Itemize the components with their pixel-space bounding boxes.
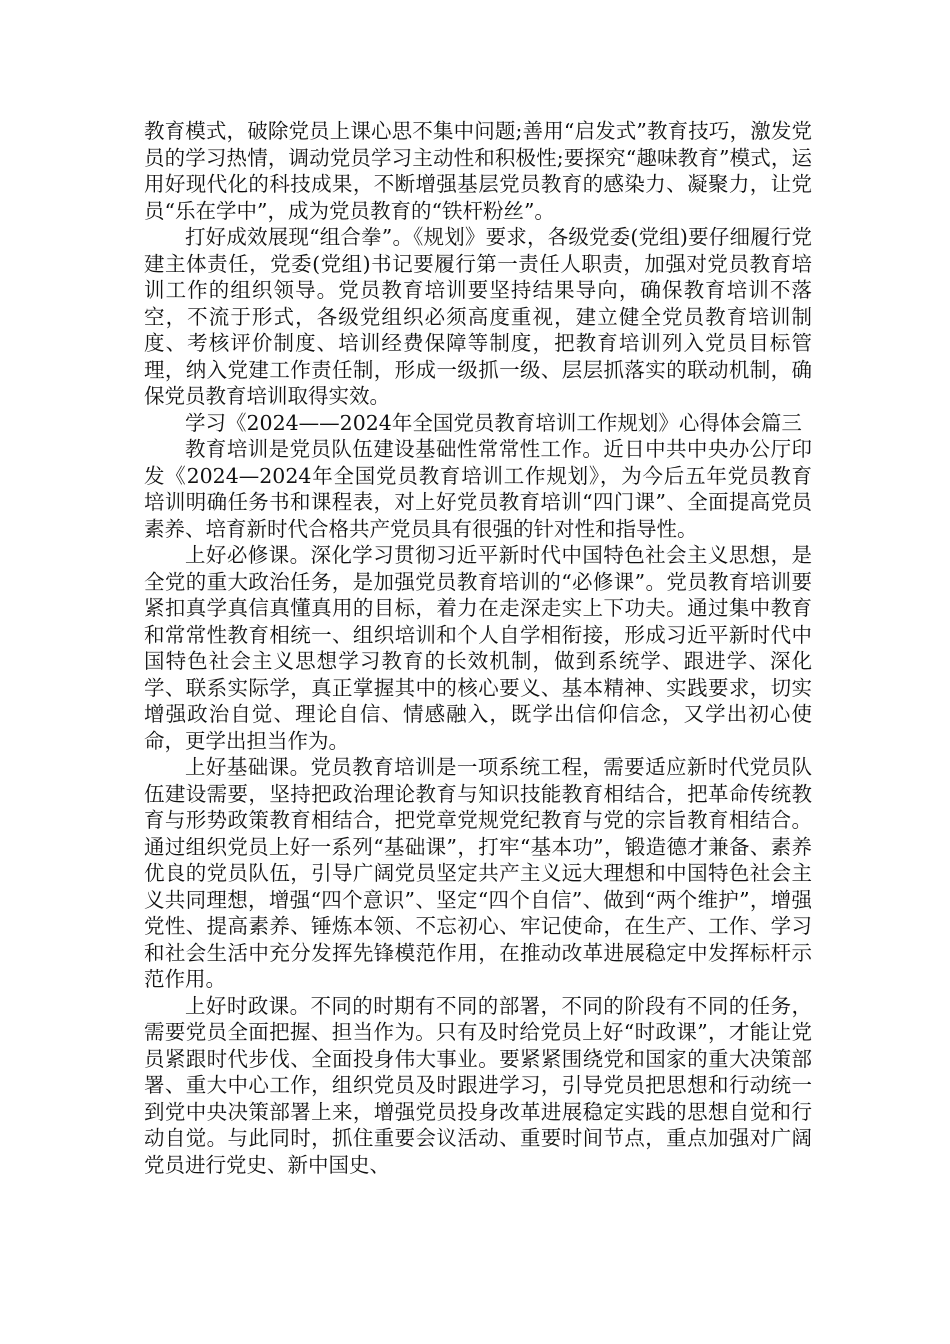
section-heading: 学习《2024——2024年全国党员教育培训工作规划》心得体会篇三 (185, 410, 802, 435)
paragraph-results: 打好成效展现“组合拳”。《规划》要求，各级党委(党组)要仔细履行党建主体责任，党委(党组)书记要履行第一责任人职责，加强对党员教育培训工作的组织领导。党员教育培训要坚持结果导向，确保教育培训不落空，不流于形式，各级党组织必须高度重视，建立健全党员教育培训制度、考核评价制度、培训经费保障等制度，把教育培训列入党员目标管理，纳入党建工作责任制，形成一级抓一级、层层抓落实的联动机制，确保党员教育培训取得实效。 (144, 225, 812, 408)
paragraph-current-affairs-course: 上好时政课。不同的时期有不同的部署，不同的阶段有不同的任务，需要党员全面把握、担当作为。只有及时给党员上好“时政课”，才能让党员紧跟时代步伐、全面投身伟大事业。要紧紧围绕党和国家的重大决策部署、重大中心工作，组织党员及时跟进学习，引导党员把思想和行动统一到党中央决策部署上来，增强党员投身改革进展稳定实践的思想自觉和行动自觉。与此同时，抓住重要会议活动、重要时间节点，重点加强对广阔党员进行党史、新中国史、 (144, 993, 812, 1177)
paragraph-basic-course: 上好基础课。党员教育培训是一项系统工程，需要适应新时代党员队伍建设需要，坚持把政治理论教育与知识技能教育相结合，把革命传统教育与形势政策教育相结合，把党章党规党纪教育与党的宗旨教育相结合。通过组织党员上好一系列“基础课”，打牢“基本功”，锻造德才兼备、素养优良的党员队伍，引导广阔党员坚定共产主义远大理想和中国特色社会主义共同理想，增强“四个意识”、坚定“四个自信”、做到“两个维护”，增强党性、提高素养、锤炼本领、不忘初心、牢记使命，在生产、工作、学习和社会生活中充分发挥先锋模范作用，在推动改革进展稳定中发挥标杆示范作用。 (144, 755, 812, 991)
paragraph-intro: 教育培训是党员队伍建设基础性常常性工作。近日中共中央办公厅印发《2024—2024年全国党员教育培训工作规划》，为今后五年党员教育培训明确任务书和课程表，对上好党员教育培训“四门课”、全面提高党员素养、培育新时代合格共产党员具有很强的针对性和指导性。 (144, 437, 812, 541)
paragraph-required-course: 上好必修课。深化学习贯彻习近平新时代中国特色社会主义思想，是全党的重大政治任务，是加强党员教育培训的“必修课”。党员教育培训要紧扣真学真信真懂真用的目标，着力在走深走实上下功夫。通过集中教育和常常性教育相统一、组织培训和个人自学相衔接，形成习近平新时代中国特色社会主义思想学习教育的长效机制，做到系统学、跟进学、深化学、联系实际学，真正掌握其中的核心要义、基本精神、实践要求，切实增强政治自觉、理论自信、情感融入，既学出信仰信念，又学出初心使命，更学出担当作为。 (144, 543, 812, 753)
document-page (144, 118, 812, 1178)
paragraph-continued: 教育模式，破除党员上课心思不集中问题;善用“启发式”教育技巧，激发党员的学习热情，调动党员学习主动性和积极性;要探究“趣味教育”模式，运用好现代化的科技成果，不断增强基层党员教育的感染力、凝聚力，让党员“乐在学中”，成为党员教育的“铁杆粉丝”。 (144, 119, 812, 223)
